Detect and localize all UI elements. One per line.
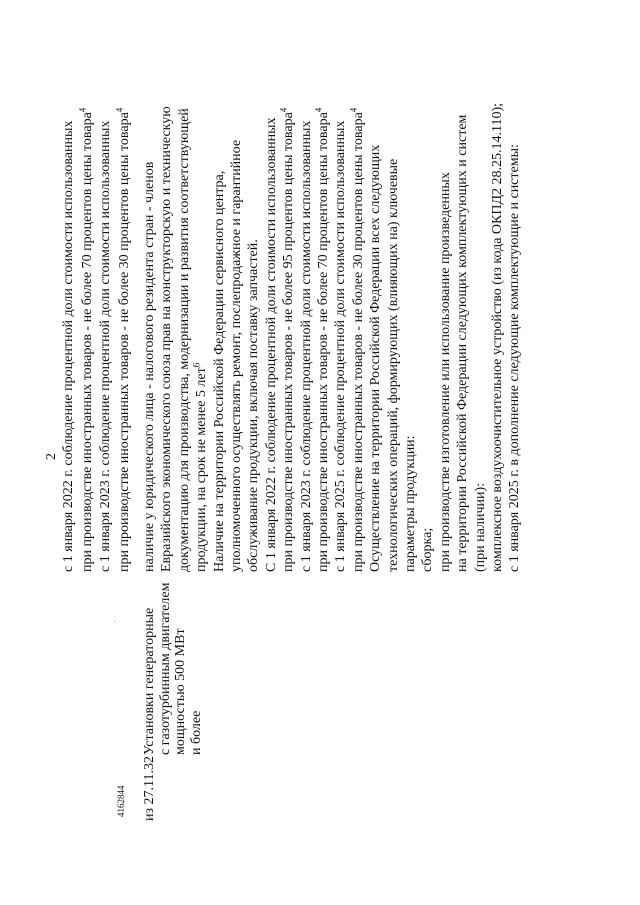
document-id: 4162844 (116, 785, 126, 817)
text-line (61, 121, 76, 572)
text-line (403, 435, 418, 572)
footnote-ref: 4 (348, 107, 359, 113)
product-line: мощностью 500 МВт (173, 628, 188, 755)
product-line: с газотурбинным двигателем (157, 582, 173, 755)
footnote-ref: 4 (76, 107, 87, 113)
text-line (473, 483, 488, 572)
text-line (455, 115, 470, 572)
text-line (98, 121, 113, 572)
line-text: с 1 января 2023 г. соблюдение процентной доли стоимости использованных (98, 120, 113, 572)
line-text: при производстве иностранных товаров - не более 30 процентов цены товара (350, 112, 366, 572)
text-line (438, 172, 453, 572)
okpd2-code: из 27.11.32 (142, 755, 157, 821)
line-text: документацию для производства, модернизации и развития соответствующей (176, 108, 192, 572)
line-text: продукции, на срок не менее 5 лет (194, 367, 210, 572)
line-text: С 1 января 2022 г. соблюдение процентной доли стоимости использованных (263, 117, 279, 572)
footnote-ref: 6 (191, 362, 202, 368)
line-text: при производстве изготовление или использование произведенных (437, 172, 453, 572)
text-line (264, 117, 279, 572)
line-text: при производстве иностранных товаров - не более 30 процентов цены товара (116, 112, 132, 572)
product-line: Установки генераторные (142, 607, 157, 755)
text-line (490, 103, 505, 572)
text-line (177, 108, 192, 572)
line-text: наличие у юридического лица - налогового резидента стран - членов (142, 161, 157, 572)
text-line (368, 145, 383, 572)
page-mark: ' (114, 620, 120, 622)
line-text: уполномоченного осуществлять ремонт, послепродажное и гарантийное (229, 139, 244, 572)
footnote-ref: 4 (313, 107, 324, 113)
text-line (229, 140, 244, 572)
text-line (313, 107, 331, 572)
text-line (246, 239, 261, 572)
product-line: и более (188, 710, 204, 755)
page-number: 2 (44, 453, 59, 460)
line-text: комплексное воздухоочистительное устройство (из кода ОКПД2 28.25.14.110); (490, 102, 505, 572)
line-text: с 1 января 2023 г. соблюдение процентной доли стоимости использованных (298, 120, 314, 572)
text-line (212, 171, 227, 572)
product-name (142, 583, 204, 755)
line-text: (при наличии): (472, 482, 488, 572)
text-line (159, 106, 174, 572)
line-text: при производстве иностранных товаров - не более 70 процентов цены товара (316, 112, 331, 572)
line-text: с 1 января 2025 г. соблюдение процентной доли стоимости использованных (333, 120, 349, 572)
text-line (348, 107, 366, 572)
line-text: при производстве иностранных товаров - не более 70 процентов цены товара (79, 112, 95, 572)
line-text: с 1 января 2022 г. соблюдение процентной доли стоимости использованных (61, 120, 76, 572)
line-text: параметры продукции: (403, 435, 418, 572)
line-text: сборка; (420, 527, 436, 572)
text-line (333, 121, 348, 572)
footnote-ref: 4 (278, 107, 289, 113)
line-text: обслуживание продукции, включая поставку запчастей. (246, 239, 262, 572)
text-line (191, 362, 210, 572)
text-line (76, 107, 95, 572)
line-text: Осуществление на территории Российской Федерации всех следующих (368, 144, 384, 572)
line-text: Наличие на территории Российской Федерации сервисного центра, (211, 170, 227, 572)
text-line (420, 528, 435, 572)
footnote-ref: 4 (113, 107, 124, 113)
line-text: технологических операций, формирующих (влияющих на) ключевые (385, 158, 401, 572)
text-line (142, 162, 157, 572)
line-text: с 1 января 2025 г. в дополнение следующие комплектующие и системы: (507, 144, 523, 572)
text-line (113, 107, 132, 572)
line-text: Евразийского экономического союза прав на конструкторскую и техническую (159, 106, 175, 572)
text-line (507, 144, 522, 572)
text-line (386, 159, 401, 572)
text-line (278, 107, 297, 572)
line-text: при производстве иностранных товаров - не более 95 процентов цены товара (281, 112, 297, 572)
text-line (299, 121, 314, 572)
line-text: на территории Российской Федерации следующих комплектующих и систем (455, 114, 471, 572)
